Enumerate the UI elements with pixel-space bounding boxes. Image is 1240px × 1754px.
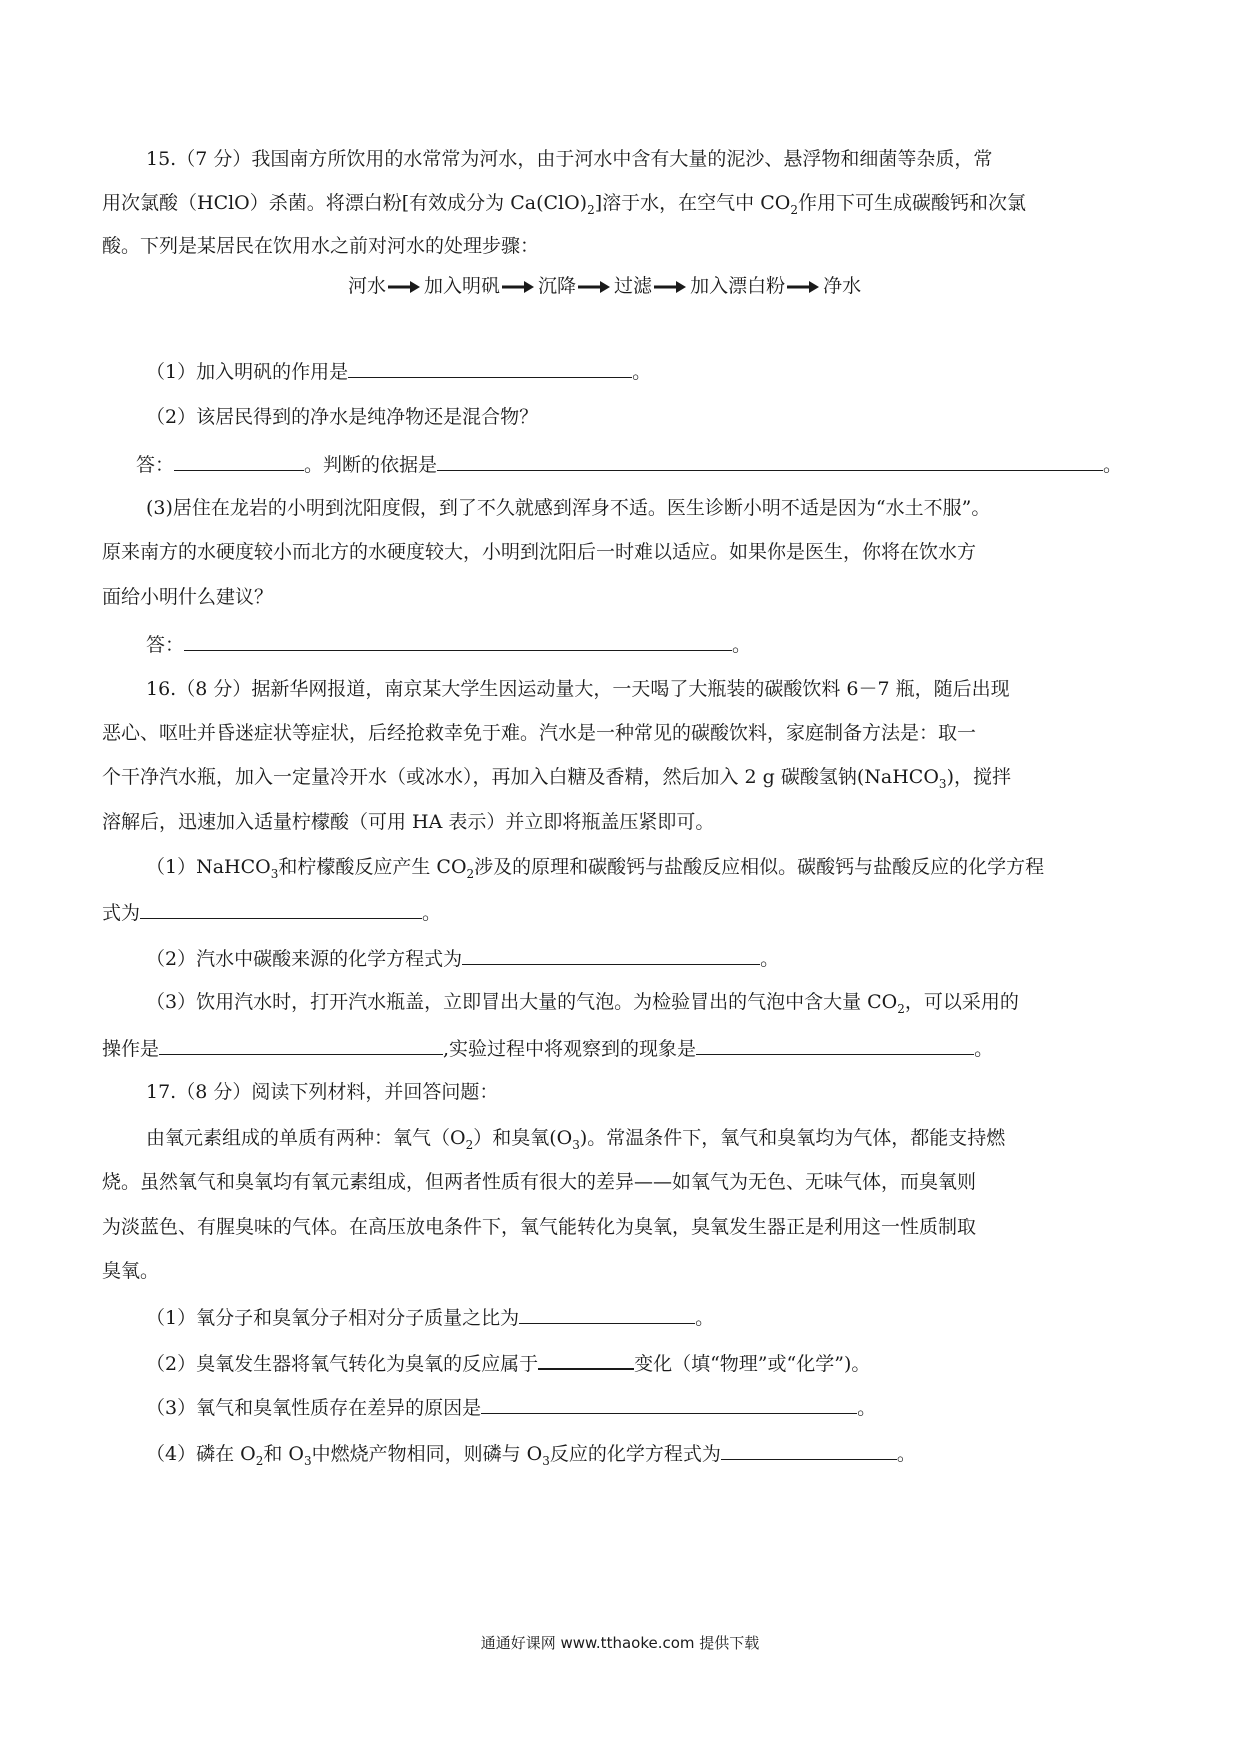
q17-part-4: （4）磷在 $O_2$和 $O_3$中燃烧产物相同，则磷与 $O_3$反应的化学方程式为 。 [146,1439,916,1468]
answer-blank[interactable] [721,1439,897,1460]
q15-part-3-line-2: 原来南方的水硬度较小而北方的水硬度较大，小明到沈阳后一时难以适应。如果你是医生，你将在饮水方 [102,541,977,563]
answer-blank[interactable] [696,1034,974,1055]
flow-step: 加入漂白粉 [690,275,786,297]
q15-part-3-line-1: (3)居住在龙岩的小明到沈阳度假，到了不久就感到浑身不适。医生诊断小明不适是因为“水土不服”。 [146,497,991,519]
q16-line-1: 16.（8 分）据新华网报道，南京某大学生因运动量大，一天喝了大瓶装的碳酸饮料 6－7 瓶，随后出现 [146,678,1010,700]
q15-part-2: （2）该居民得到的净水是纯净物还是混合物？ [146,406,539,428]
q16-part-1-line-1: （1）NaHCO$_3$和柠檬酸反应产生 $CO_2$涉及的原理和碳酸钙与盐酸反应相似。碳酸钙与盐酸反应的化学方程 [146,856,1045,881]
answer-blank[interactable] [184,630,732,651]
answer-blank[interactable] [348,357,632,378]
q15-part-3-answer: 答： 。 [146,630,751,659]
q17-part-3: （3）氧气和臭氧性质存在差异的原因是 。 [146,1393,876,1422]
q16-part-3-line-2: 操作是 ,实验过程中将观察到的现象是 。 [102,1034,993,1063]
arrow-right-icon [654,281,686,293]
arrow-right-icon [388,281,420,293]
answer-blank[interactable] [462,944,760,965]
q16-part-1-line-2: 式为 。 [102,898,441,927]
q16-part-2: （2）汽水中碳酸来源的化学方程式为 。 [146,944,779,973]
q15-line-2: 用次氯酸（HClO）杀菌。将漂白粉[有效成分为 $Ca(ClO)_2$]溶于水，在空气中 $CO_2$作用下可生成碳酸钙和次氯 [102,192,1026,217]
page-footer: 通通好课网 www.tthaoke.com 提供下载 [480,1634,760,1652]
answer-blank[interactable] [437,450,1103,471]
q17-material-line-4: 臭氧。 [102,1260,160,1282]
answer-blank[interactable] [538,1348,634,1370]
answer-blank[interactable] [174,450,304,471]
water-treatment-flow [348,272,861,300]
arrow-right-icon [502,281,534,293]
answer-blank[interactable] [481,1393,857,1414]
q17-part-2: （2）臭氧发生器将氧气转化为臭氧的反应属于 变化（填“物理”或“化学”)。 [146,1348,870,1378]
flow-step: 净水 [823,275,862,297]
arrow-right-icon [787,281,819,293]
arrow-right-icon [578,281,610,293]
answer-blank[interactable] [519,1303,695,1324]
q15-part-3-line-3: 面给小明什么建议？ [102,586,274,608]
flow-step: 过滤 [614,275,653,297]
answer-blank[interactable] [159,1034,443,1055]
flow-step: 加入明矾 [424,275,501,297]
q17-material-line-3: 为淡蓝色、有腥臭味的气体。在高压放电条件下，氧气能转化为臭氧，臭氧发生器正是利用这一性质制取 [102,1216,977,1238]
flow-step: 沉降 [538,275,577,297]
q16-line-3: 个干净汽水瓶，加入一定量冷开水（或冰水），再加入白糖及香精，然后加入 2 g 碳酸氢钠(NaHCO$_3$)，搅拌 [102,766,1011,791]
q17-material-line-2: 烧。虽然氧气和臭氧均有氧元素组成，但两者性质有很大的差异——如氧气为无色、无味气体，而臭氧则 [102,1171,977,1193]
q16-line-4: 溶解后，迅速加入适量柠檬酸（可用 HA 表示）并立即将瓶盖压紧即可。 [102,811,715,833]
flow-step: 河水 [348,275,387,297]
q15-part-2-answer: 答： 。判断的依据是 。 [136,450,1122,479]
q15-part-1: （1）加入明矾的作用是 。 [146,357,651,386]
q17-part-1: （1）氧分子和臭氧分子相对分子质量之比为 。 [146,1303,714,1332]
q16-line-2: 恶心、呕吐并昏迷症状等症状，后经抢救幸免于难。汽水是一种常见的碳酸饮料，家庭制备方法是：取一 [102,722,977,744]
answer-blank[interactable] [140,898,422,919]
q15-line-3: 酸。下列是某居民在饮用水之前对河水的处理步骤： [102,235,540,257]
q16-part-3-line-1: （3）饮用汽水时，打开汽水瓶盖，立即冒出大量的气泡。为检验冒出的气泡中含大量 $CO_2$，可以采用的 [146,991,1019,1016]
q17-material-line-1: 由氧元素组成的单质有两种：氧气$(O_2)$和臭氧$(O_3)$。常温条件下，氧气和臭氧均为气体，都能支持燃 [146,1127,1006,1152]
q15-line-1: 15.（7 分）我国南方所饮用的水常常为河水，由于河水中含有大量的泥沙、悬浮物和细菌等杂质，常 [146,148,993,170]
q17-line-1: 17.（8 分）阅读下列材料，并回答问题： [146,1081,499,1103]
